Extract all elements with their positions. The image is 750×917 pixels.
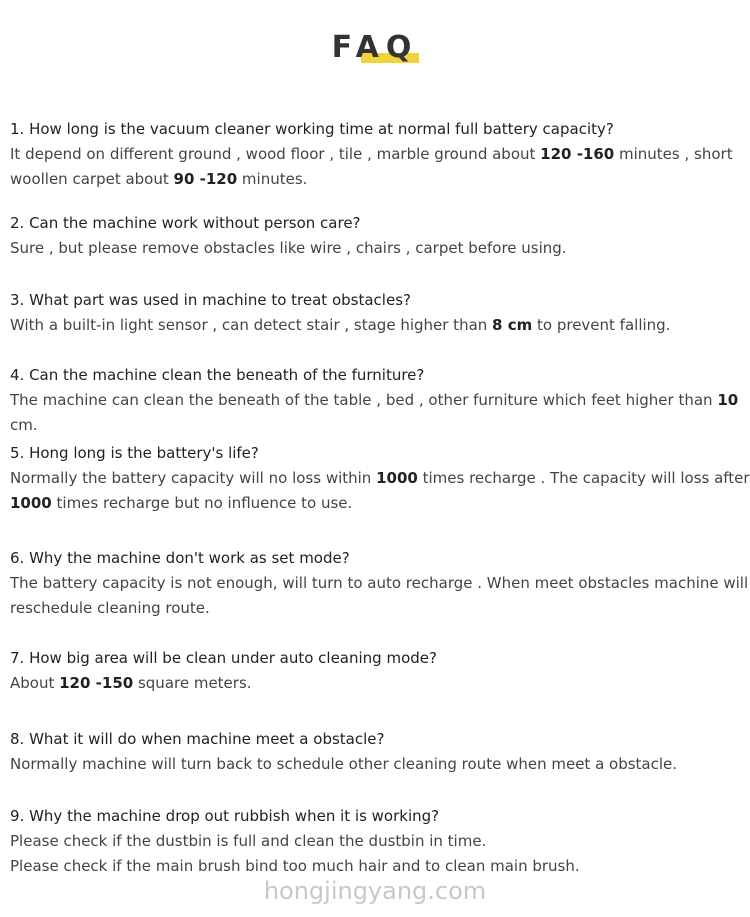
watermark: hongjingyang.com <box>263 877 487 905</box>
answer-highlight: 1000 <box>376 469 418 487</box>
answer-highlight: 1000 <box>10 494 52 512</box>
faq-question: 4. Can the machine clean the beneath of the furniture? <box>10 366 425 384</box>
faq-question: 3. What part was used in machine to treat obstacles? <box>10 291 411 309</box>
faq-question: 2. Can the machine work without person care? <box>10 214 361 232</box>
faq-answer <box>10 388 750 438</box>
faq-item <box>10 441 750 516</box>
faq-question: 7. How big area will be clean under auto cleaning mode? <box>10 649 437 667</box>
faq-answer <box>10 671 750 696</box>
answer-highlight: 8 cm <box>492 316 533 334</box>
faq-item <box>10 804 750 879</box>
answer-text: It depend on different ground , wood floor , tile , marble ground about <box>10 145 541 163</box>
faq-answer <box>10 829 750 854</box>
answer-text: The machine can clean the beneath of the table , bed , other furniture which feet higher than <box>10 391 718 409</box>
page-title: FAQ <box>331 30 419 65</box>
answer-text: Sure , but please remove obstacles like wire , chairs , carpet before using. <box>10 239 567 257</box>
faq-answer <box>10 752 750 777</box>
answer-text: Normally the battery capacity will no loss within <box>10 469 377 487</box>
faq-item <box>10 646 750 696</box>
answer-text: Please check if the dustbin is full and clean the dustbin in time. <box>10 832 487 850</box>
answer-highlight: 10 <box>717 391 739 409</box>
answer-highlight: 90 -120 <box>173 170 238 188</box>
answer-text: Please check if the main brush bind too much hair and to clean main brush. <box>10 857 580 875</box>
faq-question: 6. Why the machine don't work as set mode? <box>10 549 350 567</box>
answer-text: to prevent falling. <box>532 316 671 334</box>
answer-text: minutes. <box>237 170 308 188</box>
faq-answer <box>10 236 750 261</box>
answer-highlight: 120 -160 <box>540 145 615 163</box>
faq-item <box>10 288 750 338</box>
answer-text: times recharge . The capacity will loss after <box>417 469 750 487</box>
faq-question: 1. How long is the vacuum cleaner working time at normal full battery capacity? <box>10 120 614 138</box>
faq-question: 9. Why the machine drop out rubbish when it is working? <box>10 807 440 825</box>
faq-question: 5. Hong long is the battery's life? <box>10 444 259 462</box>
faq-answer <box>10 313 750 338</box>
answer-text: times recharge but no influence to use. <box>51 494 353 512</box>
answer-text: cm. <box>10 416 38 434</box>
answer-text: The battery capacity is not enough, will turn to auto recharge . When meet obstacles machine will reschedule cleaning route. <box>10 574 749 617</box>
faq-answer <box>10 571 750 621</box>
faq-question: 8. What it will do when machine meet a obstacle? <box>10 730 385 748</box>
faq-item <box>10 363 750 438</box>
faq-item <box>10 117 750 192</box>
answer-text: Normally machine will turn back to schedule other cleaning route when meet a obstacle. <box>10 755 678 773</box>
faq-item <box>10 211 750 261</box>
answer-highlight: 120 -150 <box>59 674 134 692</box>
faq-item <box>10 546 750 621</box>
answer-text: About <box>10 674 60 692</box>
faq-item <box>10 727 750 777</box>
answer-text: With a built-in light sensor , can detect stair , stage higher than <box>10 316 493 334</box>
faq-answer <box>10 466 750 516</box>
faq-answer <box>10 854 750 879</box>
faq-header <box>0 30 750 70</box>
answer-text: minutes , short woollen carpet about <box>10 145 733 188</box>
faq-answer <box>10 142 750 192</box>
answer-text: square meters. <box>133 674 252 692</box>
